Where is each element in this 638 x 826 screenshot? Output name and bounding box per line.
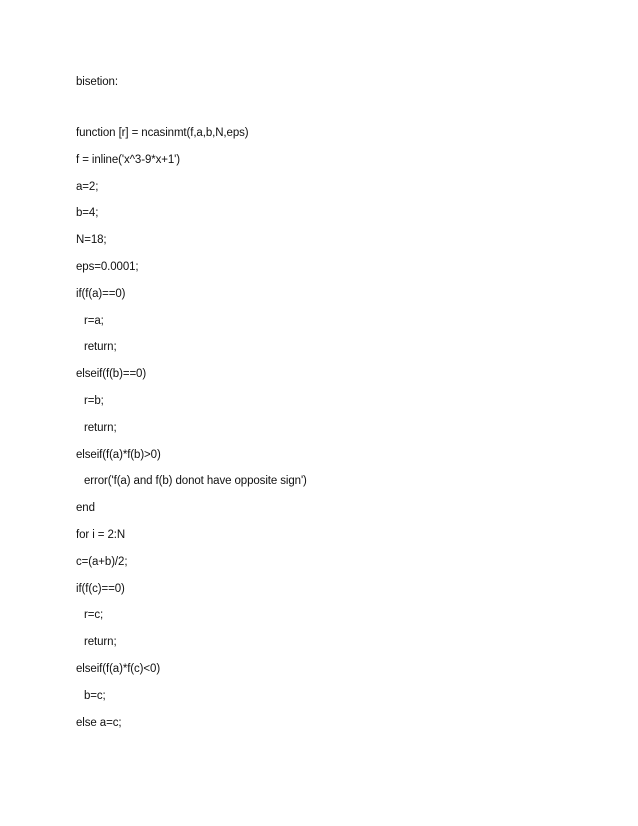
code-line: elseif(f(a)*f(b)>0) — [76, 448, 161, 461]
code-line: return; — [84, 341, 117, 354]
code-line: f = inline('x^3-9*x+1') — [76, 153, 181, 166]
code-listing — [76, 125, 307, 741]
code-line: function [r] = ncasinmt(f,a,b,N,eps) — [76, 127, 249, 139]
code-line: else a=c; — [76, 716, 122, 729]
code-line: if(f(a)==0) — [76, 287, 126, 300]
code-line: if(f(c)==0) — [76, 582, 125, 595]
code-line: r=a; — [84, 314, 104, 327]
code-line: return; — [84, 636, 117, 649]
code-line: elseif(f(a)*f(c)<0) — [76, 662, 161, 675]
code-line: for i = 2:N — [76, 528, 126, 541]
code-line: c=(a+b)/2; — [76, 555, 128, 568]
code-line: b=c; — [84, 689, 106, 702]
code-line: r=c; — [84, 609, 104, 622]
code-line: b=4; — [76, 207, 99, 220]
code-line: eps=0.0001; — [76, 260, 139, 273]
code-line: error('f(a) and f(b) donot have opposite sign') — [84, 475, 307, 488]
code-line: r=b; — [84, 394, 104, 407]
code-line: return; — [84, 421, 117, 434]
code-line: N=18; — [76, 234, 107, 247]
document-heading: bisetion: — [76, 76, 118, 88]
code-line: a=2; — [76, 180, 99, 193]
code-line: end — [76, 502, 95, 515]
code-line: elseif(f(b)==0) — [76, 368, 147, 381]
